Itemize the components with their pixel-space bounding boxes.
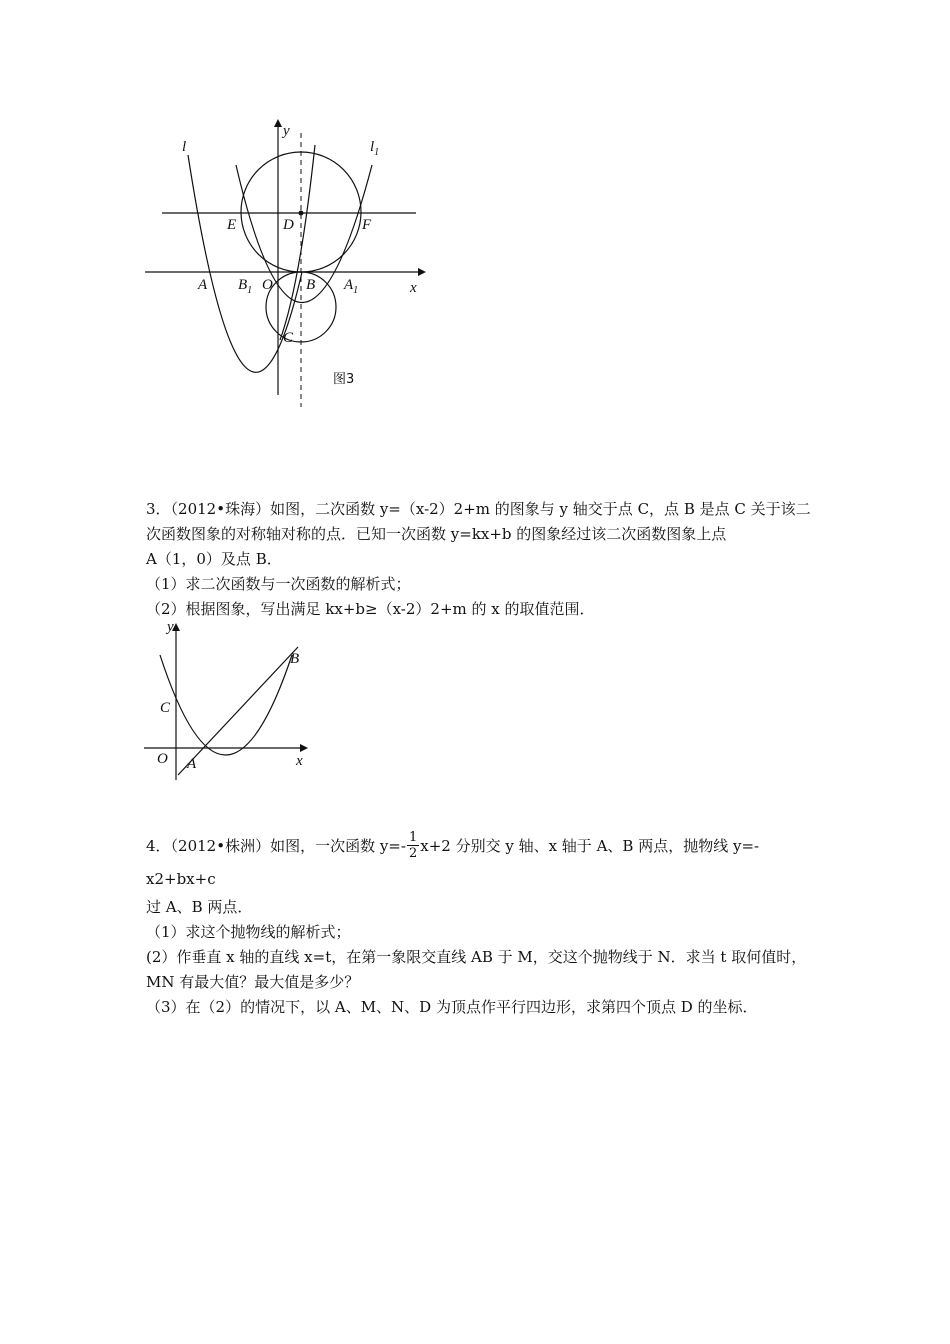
label-O: O xyxy=(157,751,168,767)
label-B1: $B_1$ xyxy=(238,277,253,296)
label-x: x xyxy=(296,753,303,769)
problem-3-question-1: （1）求二次函数与一次函数的解析式； xyxy=(146,575,411,593)
problem-3-line-1: 3．（2012•珠海）如图，二次函数 y=（x-2）2+m 的图象与 y 轴交于点 C，点 B 是点 C 关于该二 xyxy=(146,500,811,518)
problem-4-line-1-pre: 4．（2012•株洲）如图，一次函数 y=- xyxy=(146,837,406,855)
problem-3 xyxy=(146,497,818,622)
problem-4-line-1-post: x+2 分别交 y 轴、x 轴于 A、B 两点，抛物线 y=-x2+bx+c xyxy=(146,837,760,888)
label-x: x xyxy=(410,280,417,296)
label-D: D xyxy=(283,217,294,233)
point-D xyxy=(299,211,304,216)
figure-problem-3-diagram xyxy=(140,617,320,787)
label-B: B xyxy=(290,651,300,667)
label-l: l xyxy=(182,139,187,155)
problem-4-question-1: （1）求这个抛物线的解析式； xyxy=(146,922,351,941)
problem-4-question-2a: (2）作垂直 x 轴的直线 x=t，在第一象限交直线 AB 于 M，交这个抛物线于 N．求当 t 取何值时， xyxy=(146,947,807,966)
fraction-one-half xyxy=(407,830,419,861)
label-A1: $A_1$ xyxy=(344,277,359,296)
figure-problem-3 xyxy=(140,617,320,787)
problem-4-question-2b: MN 有最大值？最大值是多少？ xyxy=(146,972,360,991)
problem-3-line-3: A（1，0）及点 B． xyxy=(146,550,282,568)
fraction-denominator: 2 xyxy=(408,845,418,861)
label-B: B xyxy=(306,277,316,293)
label-C: C xyxy=(283,330,294,346)
problem-3-line-2: 次函数图象的对称轴对称的点．已知一次函数 y=kx+b 的图象经过该二次函数图象上点 xyxy=(146,525,727,543)
label-y: y xyxy=(167,619,174,635)
problem-3-question-2: （2）根据图象，写出满足 kx+b≥（x-2）2+m 的 x 的取值范围． xyxy=(146,600,595,618)
label-y: y xyxy=(283,123,290,139)
x-axis-arrow xyxy=(300,744,308,752)
label-O: O xyxy=(262,277,273,293)
y-axis-arrow xyxy=(274,119,282,127)
problem-4-question-3: （3）在（2）的情况下，以 A、M、N、D 为顶点作平行四边形，求第四个顶点 D 的坐标． xyxy=(146,997,758,1016)
label-A: A xyxy=(187,756,197,772)
figure-3-diagram xyxy=(140,115,440,415)
problem-4 xyxy=(146,830,818,1020)
problem-4-line-2: 过 A、B 两点． xyxy=(146,897,253,916)
problem-4-line-1 xyxy=(146,830,818,895)
label-A: A xyxy=(198,277,208,293)
figure-3 xyxy=(140,115,440,415)
fraction-numerator: 1 xyxy=(408,829,418,845)
x-axis-arrow xyxy=(418,268,426,276)
curve-B-upper xyxy=(280,145,315,340)
label-C: C xyxy=(160,700,171,716)
parabola xyxy=(160,655,292,755)
label-l1: $l_1$ xyxy=(370,139,380,158)
label-F: F xyxy=(362,217,372,233)
label-E: E xyxy=(227,217,237,233)
figure-caption: 图3 xyxy=(333,372,355,387)
